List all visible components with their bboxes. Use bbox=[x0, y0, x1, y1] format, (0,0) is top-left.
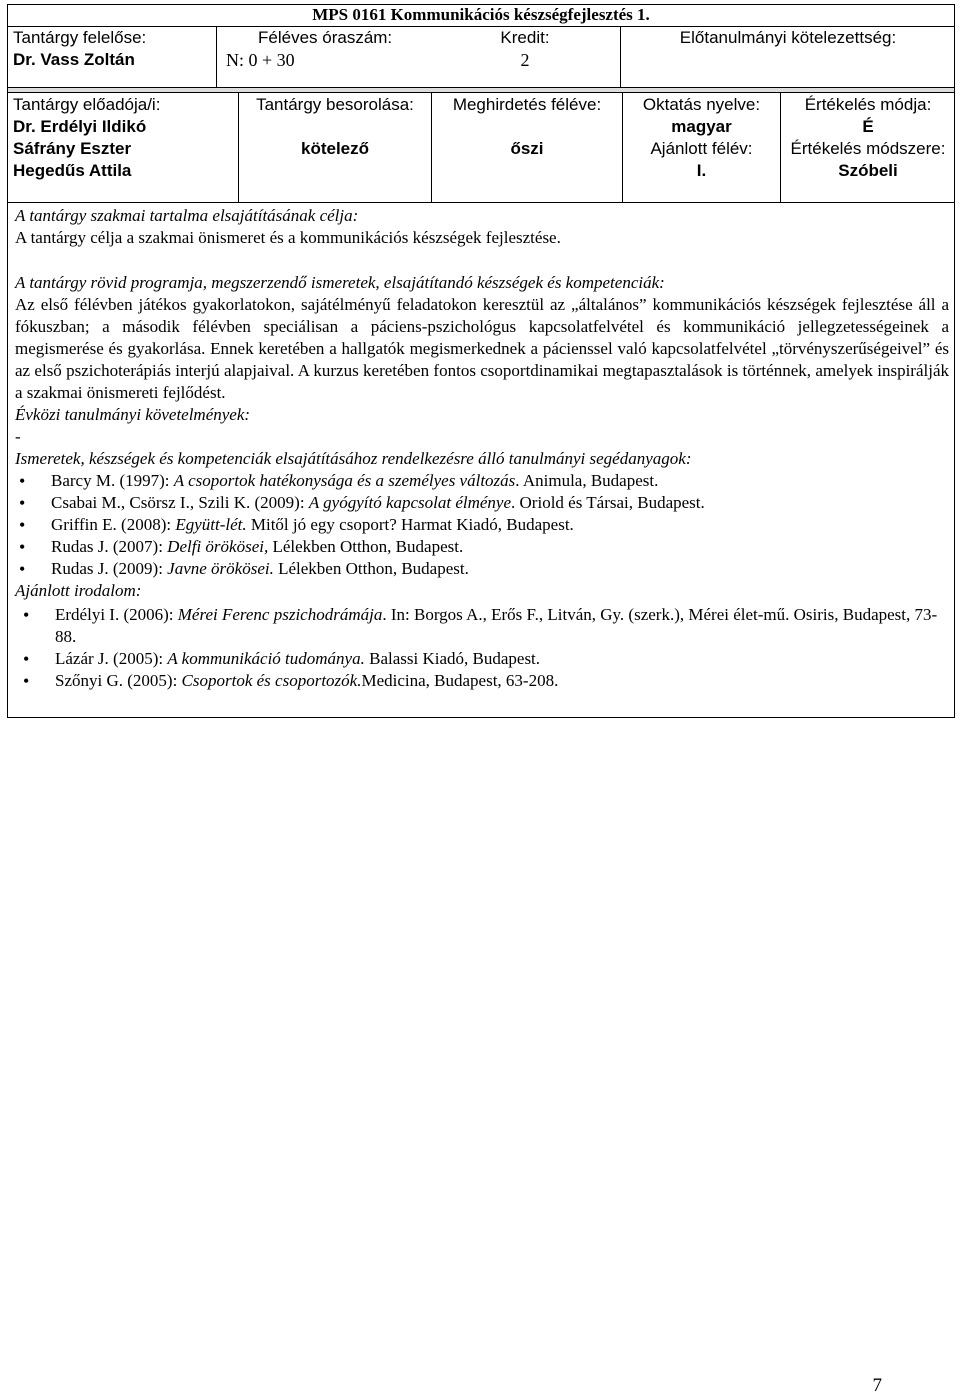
list-item: • Szőnyi G. (2005): Csoportok és csoportozók.Medicina, Budapest, 63-208. bbox=[15, 670, 949, 692]
meghirdetes-label: Meghirdetés féléve: bbox=[452, 95, 602, 114]
page-number: 7 bbox=[872, 1375, 882, 1396]
eloado-name-2: Sáfrány Eszter bbox=[13, 139, 132, 158]
ertekeles-modja-value: É bbox=[862, 117, 874, 136]
list-item: • Griffin E. (2008): Együtt-lét. Mitől jó egy csoport? Harmat Kiadó, Budapest. bbox=[17, 514, 949, 536]
list-item: • Lázár J. (2005): A kommunikáció tudománya. Balassi Kiadó, Budapest. bbox=[15, 648, 949, 670]
list-item: • Rudas J. (2007): Delfi örökösei, Lélekben Otthon, Budapest. bbox=[17, 536, 949, 558]
list-item: • Erdélyi I. (2006): Mérei Ferenc pszichodrámája. In: Borgos A., Erős F., Litván, Gy. (szerk.), Mérei élet-mű. Osiris, Budapest, 73-88. bbox=[15, 604, 949, 648]
irodalom-heading: Ajánlott irodalom: bbox=[15, 581, 142, 600]
cel-text: A tantárgy célja a szakmai önismeret és a kommunikációs készségek fejlesztése. bbox=[15, 228, 561, 247]
felelos-label: Tantárgy felelőse: bbox=[13, 28, 147, 47]
divider bbox=[216, 26, 217, 87]
nyelv-label: Oktatás nyelve: bbox=[642, 95, 761, 114]
oraszam-value: N: 0 + 30 bbox=[226, 50, 295, 70]
felelos-cell bbox=[13, 27, 213, 71]
list-item: • Csabai M., Csörsz I., Szili K. (2009): A gyógyító kapcsolat élménye. Oriold és Társai, Budapest. bbox=[17, 492, 949, 514]
oraszam-cell bbox=[222, 27, 422, 71]
besorolas-cell bbox=[239, 94, 431, 160]
elotan-cell bbox=[621, 27, 955, 49]
ajanlott-value: I. bbox=[696, 161, 707, 180]
besorolas-value: kötelező bbox=[300, 139, 370, 158]
eloado-name-1: Dr. Erdélyi Ildikó bbox=[13, 117, 147, 136]
eloado-label: Tantárgy előadója/i: bbox=[13, 95, 161, 114]
ertekeles-modszere-label: Értékelés módszere: bbox=[790, 139, 946, 158]
eloado-name-3: Hegedűs Attila bbox=[13, 161, 132, 180]
nyelv-value: magyar bbox=[671, 117, 732, 136]
meghirdetes-value: őszi bbox=[510, 139, 544, 158]
cel-heading: A tantárgy szakmai tartalma elsajátításának célja: bbox=[15, 206, 359, 225]
program-text: Az első félévben játékos gyakorlatokon, sajátélményű feladatokon keresztül az „általános” kommunikációs készségek fejlesztése áll a fókuszban; a második félévben speciálisan a páciens-pszichológus kapcsolatfelvétel és kommunikáció jellegzetességeinek a megismerése és gyakorlása. Ennek keretében a hallgatók megismerkednek a pácienssel való kapcsolatfelvétel „törvényszerűségeivel” és az első pszichoterápiás interjú alapjaival. A kurzus keretében fontos csoportdinamikai megtapasztalások is történnek, amelyek inspirálják a szakmai önismereti fejlődést. bbox=[15, 295, 949, 402]
nyelv-cell bbox=[623, 94, 780, 182]
ertekeles-cell bbox=[781, 94, 955, 182]
felelos-value: Dr. Vass Zoltán bbox=[13, 50, 135, 69]
kredit-cell bbox=[430, 27, 620, 71]
elotan-label: Előtanulmányi kötelezettség: bbox=[679, 28, 897, 47]
segedanyag-list bbox=[17, 470, 949, 580]
irodalom-list bbox=[15, 604, 949, 692]
oraszam-label: Féléves óraszám: bbox=[258, 28, 393, 47]
list-item: • Barcy M. (1997): A csoportok hatékonysága és a személyes változás. Animula, Budapest. bbox=[17, 470, 949, 492]
divider bbox=[7, 92, 955, 93]
program-heading: A tantárgy rövid programja, megszerzendő ismeretek, elsajátítandó készségek és kompetenciák: bbox=[15, 273, 665, 292]
evkozi-heading: Évközi tanulmányi követelmények: bbox=[15, 405, 251, 424]
kredit-value: 2 bbox=[520, 50, 530, 70]
segedanyag-heading: Ismeretek, készségek és kompetenciák elsajátításához rendelkezésre álló tanulmányi segédanyagok: bbox=[15, 449, 692, 468]
divider bbox=[7, 202, 955, 203]
besorolas-label: Tantárgy besorolása: bbox=[256, 95, 414, 114]
eloado-cell bbox=[13, 94, 233, 182]
meghirdetes-cell bbox=[432, 94, 622, 160]
list-item: • Rudas J. (2009): Javne örökösei. Lélekben Otthon, Budapest. bbox=[17, 558, 949, 580]
evkozi-text: - bbox=[15, 427, 21, 446]
course-body bbox=[15, 205, 949, 692]
ertekeles-modszere-value: Szóbeli bbox=[838, 161, 898, 180]
course-title: MPS 0161 Kommunikációs készségfejlesztés 1. bbox=[312, 5, 650, 24]
ertekeles-modja-label: Értékelés módja: bbox=[804, 95, 932, 114]
ajanlott-label: Ajánlott félév: bbox=[650, 139, 753, 158]
kredit-label: Kredit: bbox=[500, 28, 550, 47]
